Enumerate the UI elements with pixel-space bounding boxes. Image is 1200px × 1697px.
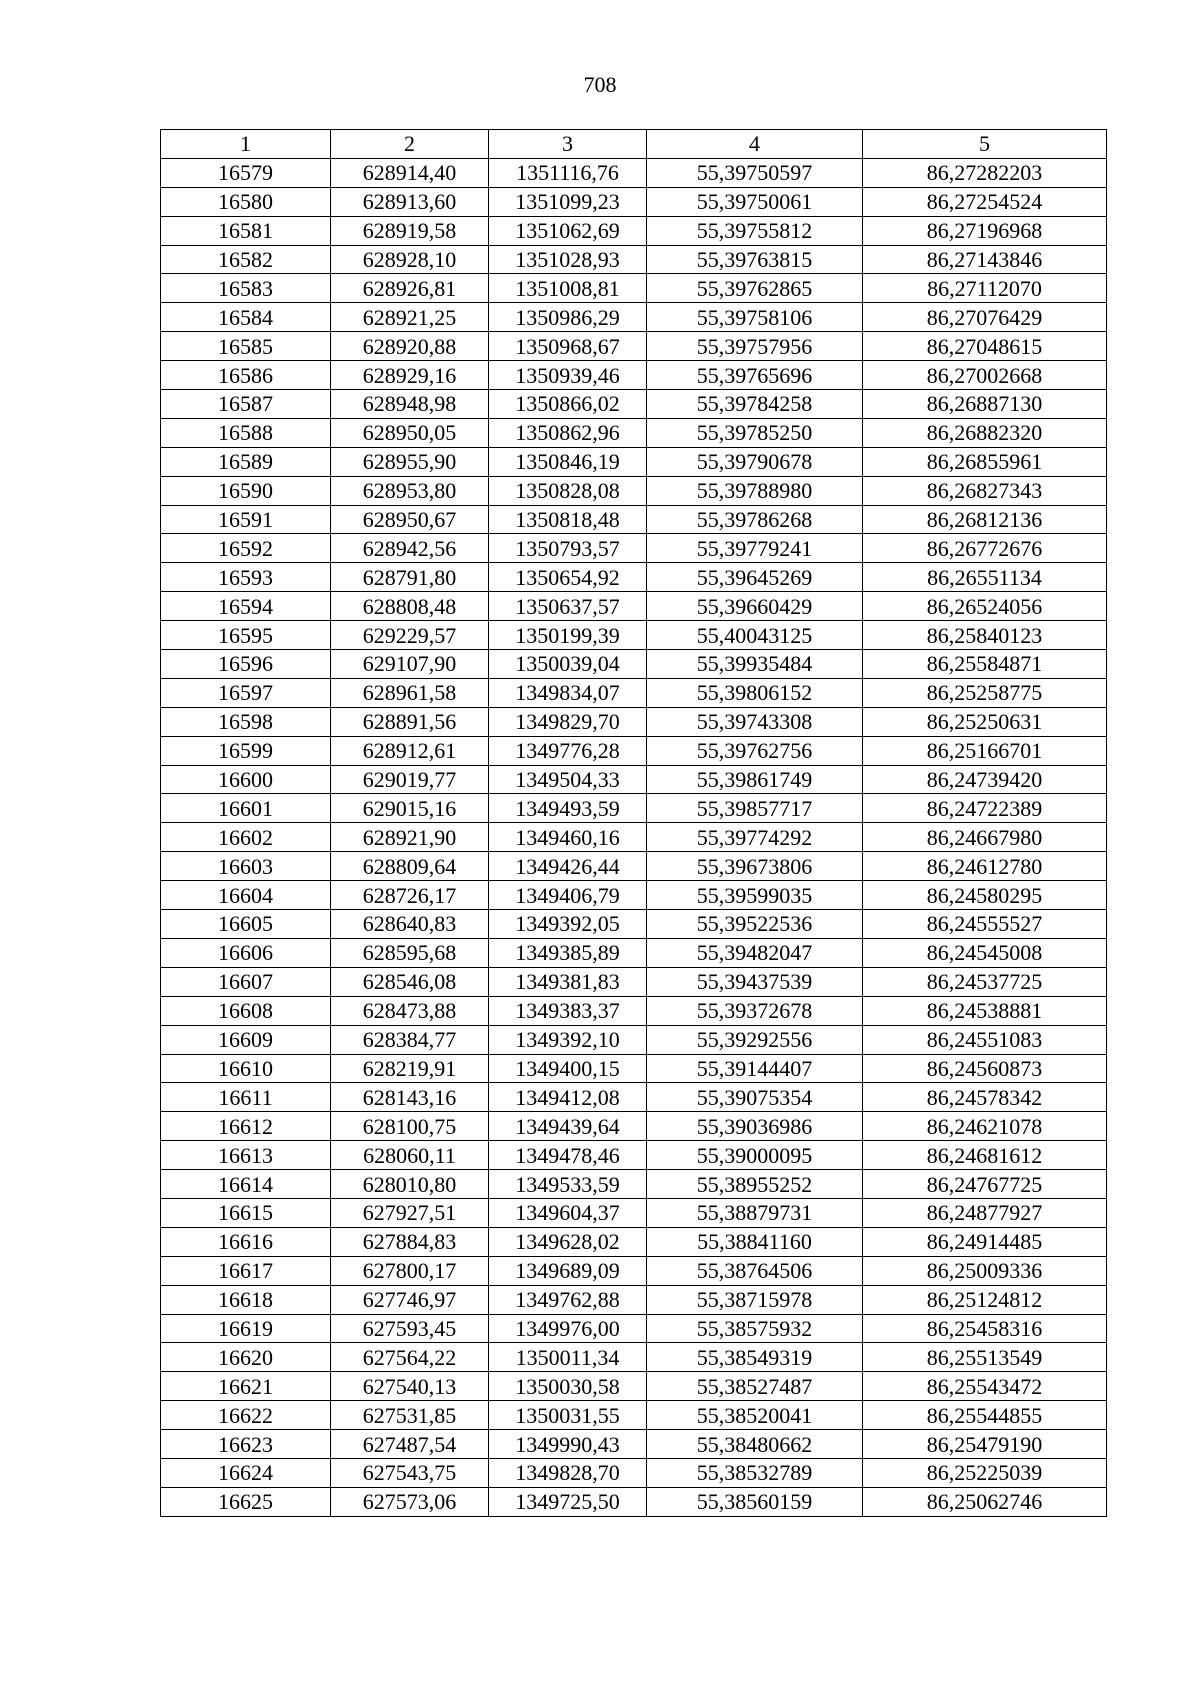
table-cell-col-2: 627531,85 xyxy=(331,1401,489,1430)
table-cell-col-2: 628948,98 xyxy=(331,390,489,419)
table-cell-col-1: 16595 xyxy=(161,621,331,650)
table-row xyxy=(161,1025,1107,1054)
table-cell-col-5: 86,24739420 xyxy=(863,765,1107,794)
table-row xyxy=(161,765,1107,794)
table-cell-col-3: 1349828,70 xyxy=(489,1458,647,1487)
table-cell-col-3: 1350637,57 xyxy=(489,592,647,621)
table-cell-col-4: 55,38480662 xyxy=(647,1430,863,1459)
table-cell-col-4: 55,38841160 xyxy=(647,1227,863,1256)
table-cell-col-1: 16591 xyxy=(161,505,331,534)
table-row xyxy=(161,794,1107,823)
table-cell-col-4: 55,39935484 xyxy=(647,650,863,679)
table-row xyxy=(161,534,1107,563)
table-cell-col-1: 16606 xyxy=(161,938,331,967)
table-cell-col-1: 16625 xyxy=(161,1487,331,1516)
table-row xyxy=(161,245,1107,274)
table-cell-col-2: 629107,90 xyxy=(331,650,489,679)
table-cell-col-5: 86,27048615 xyxy=(863,332,1107,361)
table-cell-col-5: 86,24538881 xyxy=(863,996,1107,1025)
table-cell-col-4: 55,38532789 xyxy=(647,1458,863,1487)
table-cell-col-5: 86,25840123 xyxy=(863,621,1107,650)
table-cell-col-1: 16618 xyxy=(161,1285,331,1314)
table-cell-col-1: 16598 xyxy=(161,707,331,736)
table-cell-col-5: 86,26524056 xyxy=(863,592,1107,621)
table-cell-col-3: 1349834,07 xyxy=(489,678,647,707)
table-cell-col-3: 1350793,57 xyxy=(489,534,647,563)
table-cell-col-3: 1349829,70 xyxy=(489,707,647,736)
table-row xyxy=(161,736,1107,765)
table-cell-col-4: 55,39806152 xyxy=(647,678,863,707)
table-cell-col-2: 628473,88 xyxy=(331,996,489,1025)
table-cell-col-3: 1349460,16 xyxy=(489,823,647,852)
table-cell-col-4: 55,39762756 xyxy=(647,736,863,765)
table-cell-col-4: 55,39788980 xyxy=(647,476,863,505)
table-cell-col-1: 16599 xyxy=(161,736,331,765)
table-cell-col-1: 16612 xyxy=(161,1112,331,1141)
table-row xyxy=(161,563,1107,592)
table-cell-col-5: 86,24914485 xyxy=(863,1227,1107,1256)
table-cell-col-3: 1349392,05 xyxy=(489,910,647,939)
table-cell-col-2: 628791,80 xyxy=(331,563,489,592)
table-cell-col-2: 628913,60 xyxy=(331,187,489,216)
table-cell-col-3: 1349478,46 xyxy=(489,1141,647,1170)
table-cell-col-1: 16600 xyxy=(161,765,331,794)
table-cell-col-4: 55,39750597 xyxy=(647,158,863,187)
table-cell-col-4: 55,39144407 xyxy=(647,1054,863,1083)
table-cell-col-3: 1351008,81 xyxy=(489,274,647,303)
table-cell-col-5: 86,26855961 xyxy=(863,447,1107,476)
table-cell-col-2: 628961,58 xyxy=(331,678,489,707)
table-row xyxy=(161,678,1107,707)
table-cell-col-4: 55,38575932 xyxy=(647,1314,863,1343)
table-cell-col-4: 55,39599035 xyxy=(647,881,863,910)
table-cell-col-5: 86,27254524 xyxy=(863,187,1107,216)
table-cell-col-2: 627884,83 xyxy=(331,1227,489,1256)
table-cell-col-5: 86,24621078 xyxy=(863,1112,1107,1141)
table-cell-col-4: 55,39075354 xyxy=(647,1083,863,1112)
table-cell-col-2: 628060,11 xyxy=(331,1141,489,1170)
table-cell-col-1: 16608 xyxy=(161,996,331,1025)
column-header-4: 4 xyxy=(647,130,863,159)
table-cell-col-1: 16590 xyxy=(161,476,331,505)
table-cell-col-1: 16617 xyxy=(161,1256,331,1285)
table-cell-col-1: 16583 xyxy=(161,274,331,303)
table-cell-col-3: 1349381,83 xyxy=(489,967,647,996)
table-cell-col-4: 55,39857717 xyxy=(647,794,863,823)
table-cell-col-4: 55,39758106 xyxy=(647,303,863,332)
table-cell-col-5: 86,25062746 xyxy=(863,1487,1107,1516)
table-row xyxy=(161,621,1107,650)
table-cell-col-3: 1349604,37 xyxy=(489,1198,647,1227)
table-cell-col-3: 1351116,76 xyxy=(489,158,647,187)
table-cell-col-4: 55,39774292 xyxy=(647,823,863,852)
table-cell-col-5: 86,26551134 xyxy=(863,563,1107,592)
table-cell-col-1: 16580 xyxy=(161,187,331,216)
table-cell-col-2: 627593,45 xyxy=(331,1314,489,1343)
table-cell-col-2: 628919,58 xyxy=(331,216,489,245)
column-header-1: 1 xyxy=(161,130,331,159)
table-cell-col-1: 16604 xyxy=(161,881,331,910)
table-cell-col-3: 1349400,15 xyxy=(489,1054,647,1083)
table-row xyxy=(161,418,1107,447)
table-cell-col-2: 627746,97 xyxy=(331,1285,489,1314)
table-cell-col-2: 628950,67 xyxy=(331,505,489,534)
table-cell-col-4: 55,38955252 xyxy=(647,1170,863,1199)
table-cell-col-1: 16593 xyxy=(161,563,331,592)
table-cell-col-4: 55,38560159 xyxy=(647,1487,863,1516)
table-cell-col-5: 86,24877927 xyxy=(863,1198,1107,1227)
table-cell-col-2: 627800,17 xyxy=(331,1256,489,1285)
table-cell-col-4: 55,39482047 xyxy=(647,938,863,967)
table-cell-col-2: 628546,08 xyxy=(331,967,489,996)
table-cell-col-5: 86,25166701 xyxy=(863,736,1107,765)
table-cell-col-3: 1351062,69 xyxy=(489,216,647,245)
table-cell-col-3: 1350846,19 xyxy=(489,447,647,476)
table-row xyxy=(161,1285,1107,1314)
table-cell-col-1: 16623 xyxy=(161,1430,331,1459)
table-cell-col-2: 628100,75 xyxy=(331,1112,489,1141)
table-cell-col-1: 16587 xyxy=(161,390,331,419)
table-cell-col-2: 628920,88 xyxy=(331,332,489,361)
table-cell-col-1: 16602 xyxy=(161,823,331,852)
table-cell-col-2: 628953,80 xyxy=(331,476,489,505)
table-cell-col-1: 16597 xyxy=(161,678,331,707)
table-cell-col-2: 628010,80 xyxy=(331,1170,489,1199)
table-row xyxy=(161,1343,1107,1372)
table-cell-col-5: 86,25584871 xyxy=(863,650,1107,679)
table-cell-col-3: 1349392,10 xyxy=(489,1025,647,1054)
table-cell-col-2: 628926,81 xyxy=(331,274,489,303)
table-cell-col-1: 16589 xyxy=(161,447,331,476)
table-cell-col-2: 627564,22 xyxy=(331,1343,489,1372)
table-cell-col-3: 1350866,02 xyxy=(489,390,647,419)
table-cell-col-1: 16601 xyxy=(161,794,331,823)
table-header xyxy=(161,130,1107,159)
table-cell-col-3: 1349493,59 xyxy=(489,794,647,823)
table-row xyxy=(161,505,1107,534)
table-cell-col-5: 86,24722389 xyxy=(863,794,1107,823)
table-row xyxy=(161,967,1107,996)
table-row xyxy=(161,1401,1107,1430)
table-cell-col-4: 55,39000095 xyxy=(647,1141,863,1170)
table-cell-col-5: 86,27143846 xyxy=(863,245,1107,274)
table-cell-col-4: 55,39036986 xyxy=(647,1112,863,1141)
table-row xyxy=(161,1198,1107,1227)
table-row xyxy=(161,910,1107,939)
table-cell-col-2: 628640,83 xyxy=(331,910,489,939)
table-cell-col-1: 16613 xyxy=(161,1141,331,1170)
table-cell-col-1: 16616 xyxy=(161,1227,331,1256)
table-cell-col-4: 55,39785250 xyxy=(647,418,863,447)
table-cell-col-5: 86,25009336 xyxy=(863,1256,1107,1285)
table-body xyxy=(161,158,1107,1516)
table-cell-col-3: 1351099,23 xyxy=(489,187,647,216)
table-cell-col-2: 628891,56 xyxy=(331,707,489,736)
table-cell-col-5: 86,25250631 xyxy=(863,707,1107,736)
table-cell-col-5: 86,24555527 xyxy=(863,910,1107,939)
table-cell-col-3: 1350986,29 xyxy=(489,303,647,332)
table-row xyxy=(161,390,1107,419)
table-cell-col-1: 16615 xyxy=(161,1198,331,1227)
table-cell-col-3: 1350862,96 xyxy=(489,418,647,447)
table-cell-col-5: 86,24612780 xyxy=(863,852,1107,881)
table-cell-col-2: 628914,40 xyxy=(331,158,489,187)
table-cell-col-4: 55,38764506 xyxy=(647,1256,863,1285)
table-cell-col-5: 86,27282203 xyxy=(863,158,1107,187)
table-cell-col-2: 628808,48 xyxy=(331,592,489,621)
table-cell-col-1: 16588 xyxy=(161,418,331,447)
column-header-5: 5 xyxy=(863,130,1107,159)
column-header-3: 3 xyxy=(489,130,647,159)
table-cell-col-1: 16607 xyxy=(161,967,331,996)
table-row xyxy=(161,303,1107,332)
table-cell-col-2: 627927,51 xyxy=(331,1198,489,1227)
table-row xyxy=(161,881,1107,910)
table-row xyxy=(161,707,1107,736)
table-cell-col-2: 628929,16 xyxy=(331,361,489,390)
table-cell-col-5: 86,26827343 xyxy=(863,476,1107,505)
table-cell-col-5: 86,24681612 xyxy=(863,1141,1107,1170)
table-cell-col-1: 16582 xyxy=(161,245,331,274)
table-cell-col-3: 1349406,79 xyxy=(489,881,647,910)
coordinates-table xyxy=(160,129,1107,1517)
table-cell-col-4: 55,39765696 xyxy=(647,361,863,390)
table-row xyxy=(161,158,1107,187)
table-cell-col-5: 86,25479190 xyxy=(863,1430,1107,1459)
table-cell-col-4: 55,39779241 xyxy=(647,534,863,563)
table-row xyxy=(161,447,1107,476)
table-cell-col-2: 628950,05 xyxy=(331,418,489,447)
table-cell-col-5: 86,24545008 xyxy=(863,938,1107,967)
table-row xyxy=(161,1083,1107,1112)
table-cell-col-3: 1349976,00 xyxy=(489,1314,647,1343)
table-cell-col-4: 55,39790678 xyxy=(647,447,863,476)
table-cell-col-2: 628384,77 xyxy=(331,1025,489,1054)
table-cell-col-3: 1350818,48 xyxy=(489,505,647,534)
table-row xyxy=(161,1141,1107,1170)
table-cell-col-5: 86,24537725 xyxy=(863,967,1107,996)
table-cell-col-1: 16614 xyxy=(161,1170,331,1199)
table-cell-col-3: 1350199,39 xyxy=(489,621,647,650)
table-cell-col-2: 628928,10 xyxy=(331,245,489,274)
table-cell-col-2: 628912,61 xyxy=(331,736,489,765)
table-cell-col-1: 16619 xyxy=(161,1314,331,1343)
table-cell-col-1: 16585 xyxy=(161,332,331,361)
table-cell-col-5: 86,27112070 xyxy=(863,274,1107,303)
table-cell-col-1: 16596 xyxy=(161,650,331,679)
table-cell-col-4: 55,39743308 xyxy=(647,707,863,736)
table-cell-col-1: 16605 xyxy=(161,910,331,939)
table-cell-col-1: 16620 xyxy=(161,1343,331,1372)
table-cell-col-5: 86,25543472 xyxy=(863,1372,1107,1401)
table-cell-col-4: 55,39522536 xyxy=(647,910,863,939)
table-row xyxy=(161,1372,1107,1401)
table-cell-col-3: 1349533,59 xyxy=(489,1170,647,1199)
table-cell-col-4: 55,39762865 xyxy=(647,274,863,303)
table-cell-col-3: 1349385,89 xyxy=(489,938,647,967)
table-cell-col-3: 1349439,64 xyxy=(489,1112,647,1141)
table-cell-col-3: 1349504,33 xyxy=(489,765,647,794)
table-cell-col-1: 16592 xyxy=(161,534,331,563)
table-cell-col-2: 629229,57 xyxy=(331,621,489,650)
table-cell-col-4: 55,39372678 xyxy=(647,996,863,1025)
table-cell-col-3: 1349383,37 xyxy=(489,996,647,1025)
table-cell-col-1: 16609 xyxy=(161,1025,331,1054)
table-cell-col-3: 1349762,88 xyxy=(489,1285,647,1314)
table-cell-col-4: 55,39750061 xyxy=(647,187,863,216)
table-row xyxy=(161,823,1107,852)
table-cell-col-3: 1350939,46 xyxy=(489,361,647,390)
table-cell-col-5: 86,27196968 xyxy=(863,216,1107,245)
table-cell-col-4: 55,39763815 xyxy=(647,245,863,274)
table-row xyxy=(161,1256,1107,1285)
table-cell-col-5: 86,26772676 xyxy=(863,534,1107,563)
table-cell-col-3: 1349689,09 xyxy=(489,1256,647,1285)
table-row xyxy=(161,476,1107,505)
table-cell-col-4: 55,39660429 xyxy=(647,592,863,621)
table-cell-col-4: 55,39645269 xyxy=(647,563,863,592)
table-cell-col-1: 16611 xyxy=(161,1083,331,1112)
table-cell-col-4: 55,39673806 xyxy=(647,852,863,881)
header-row xyxy=(161,130,1107,159)
table-cell-col-5: 86,26882320 xyxy=(863,418,1107,447)
column-header-2: 2 xyxy=(331,130,489,159)
table-cell-col-5: 86,26887130 xyxy=(863,390,1107,419)
table-cell-col-2: 628942,56 xyxy=(331,534,489,563)
table-row xyxy=(161,361,1107,390)
table-cell-col-5: 86,24551083 xyxy=(863,1025,1107,1054)
table-cell-col-4: 55,38520041 xyxy=(647,1401,863,1430)
table-row xyxy=(161,1458,1107,1487)
table-cell-col-4: 55,40043125 xyxy=(647,621,863,650)
table-cell-col-1: 16610 xyxy=(161,1054,331,1083)
table-row xyxy=(161,592,1107,621)
table-row xyxy=(161,852,1107,881)
table-cell-col-2: 628921,90 xyxy=(331,823,489,852)
table-cell-col-5: 86,27076429 xyxy=(863,303,1107,332)
table-cell-col-2: 627487,54 xyxy=(331,1430,489,1459)
table-cell-col-5: 86,24560873 xyxy=(863,1054,1107,1083)
table-cell-col-3: 1350011,34 xyxy=(489,1343,647,1372)
table-cell-col-4: 55,39757956 xyxy=(647,332,863,361)
table-cell-col-2: 628143,16 xyxy=(331,1083,489,1112)
table-cell-col-2: 628955,90 xyxy=(331,447,489,476)
table-row xyxy=(161,1314,1107,1343)
table-row xyxy=(161,332,1107,361)
table-cell-col-4: 55,38549319 xyxy=(647,1343,863,1372)
table-cell-col-2: 628809,64 xyxy=(331,852,489,881)
table-cell-col-2: 629019,77 xyxy=(331,765,489,794)
table-cell-col-1: 16603 xyxy=(161,852,331,881)
table-cell-col-5: 86,24667980 xyxy=(863,823,1107,852)
table-cell-col-3: 1350039,04 xyxy=(489,650,647,679)
table-cell-col-5: 86,25258775 xyxy=(863,678,1107,707)
table-cell-col-3: 1349776,28 xyxy=(489,736,647,765)
table-cell-col-2: 628219,91 xyxy=(331,1054,489,1083)
table-cell-col-5: 86,24580295 xyxy=(863,881,1107,910)
page-number: 708 xyxy=(583,72,617,97)
table-cell-col-2: 627573,06 xyxy=(331,1487,489,1516)
table-cell-col-5: 86,25513549 xyxy=(863,1343,1107,1372)
table-row xyxy=(161,274,1107,303)
table-cell-col-2: 628921,25 xyxy=(331,303,489,332)
table-cell-col-2: 628726,17 xyxy=(331,881,489,910)
table-cell-col-2: 627540,13 xyxy=(331,1372,489,1401)
table-cell-col-4: 55,39437539 xyxy=(647,967,863,996)
table-row xyxy=(161,1054,1107,1083)
table-row xyxy=(161,938,1107,967)
table-cell-col-5: 86,27002668 xyxy=(863,361,1107,390)
table-cell-col-4: 55,39784258 xyxy=(647,390,863,419)
table-cell-col-5: 86,24767725 xyxy=(863,1170,1107,1199)
table-cell-col-1: 16581 xyxy=(161,216,331,245)
table-cell-col-5: 86,25458316 xyxy=(863,1314,1107,1343)
table-cell-col-3: 1349990,43 xyxy=(489,1430,647,1459)
table-cell-col-4: 55,38879731 xyxy=(647,1198,863,1227)
table-cell-col-2: 627543,75 xyxy=(331,1458,489,1487)
table-cell-col-2: 628595,68 xyxy=(331,938,489,967)
table-cell-col-5: 86,25124812 xyxy=(863,1285,1107,1314)
table-cell-col-1: 16621 xyxy=(161,1372,331,1401)
table-row xyxy=(161,1430,1107,1459)
table-row xyxy=(161,996,1107,1025)
table-cell-col-1: 16584 xyxy=(161,303,331,332)
table-cell-col-3: 1350030,58 xyxy=(489,1372,647,1401)
table-cell-col-4: 55,39755812 xyxy=(647,216,863,245)
table-cell-col-1: 16622 xyxy=(161,1401,331,1430)
table-cell-col-1: 16579 xyxy=(161,158,331,187)
table-cell-col-1: 16594 xyxy=(161,592,331,621)
table-cell-col-3: 1349412,08 xyxy=(489,1083,647,1112)
table-cell-col-3: 1350828,08 xyxy=(489,476,647,505)
table-cell-col-3: 1349725,50 xyxy=(489,1487,647,1516)
table-cell-col-3: 1350031,55 xyxy=(489,1401,647,1430)
table-cell-col-4: 55,38715978 xyxy=(647,1285,863,1314)
table-cell-col-3: 1351028,93 xyxy=(489,245,647,274)
table-row xyxy=(161,1487,1107,1516)
table-cell-col-3: 1350968,67 xyxy=(489,332,647,361)
table-cell-col-3: 1350654,92 xyxy=(489,563,647,592)
table-row xyxy=(161,650,1107,679)
table-row xyxy=(161,1227,1107,1256)
table-cell-col-4: 55,39786268 xyxy=(647,505,863,534)
table-cell-col-5: 86,24578342 xyxy=(863,1083,1107,1112)
table-cell-col-1: 16586 xyxy=(161,361,331,390)
table-cell-col-5: 86,25544855 xyxy=(863,1401,1107,1430)
table-cell-col-5: 86,25225039 xyxy=(863,1458,1107,1487)
table-cell-col-5: 86,26812136 xyxy=(863,505,1107,534)
table-row xyxy=(161,187,1107,216)
table-cell-col-4: 55,38527487 xyxy=(647,1372,863,1401)
table-cell-col-3: 1349426,44 xyxy=(489,852,647,881)
table-row xyxy=(161,1112,1107,1141)
table-cell-col-3: 1349628,02 xyxy=(489,1227,647,1256)
table-cell-col-4: 55,39861749 xyxy=(647,765,863,794)
table-row xyxy=(161,216,1107,245)
table-cell-col-2: 629015,16 xyxy=(331,794,489,823)
table-cell-col-4: 55,39292556 xyxy=(647,1025,863,1054)
table-cell-col-1: 16624 xyxy=(161,1458,331,1487)
table-row xyxy=(161,1170,1107,1199)
